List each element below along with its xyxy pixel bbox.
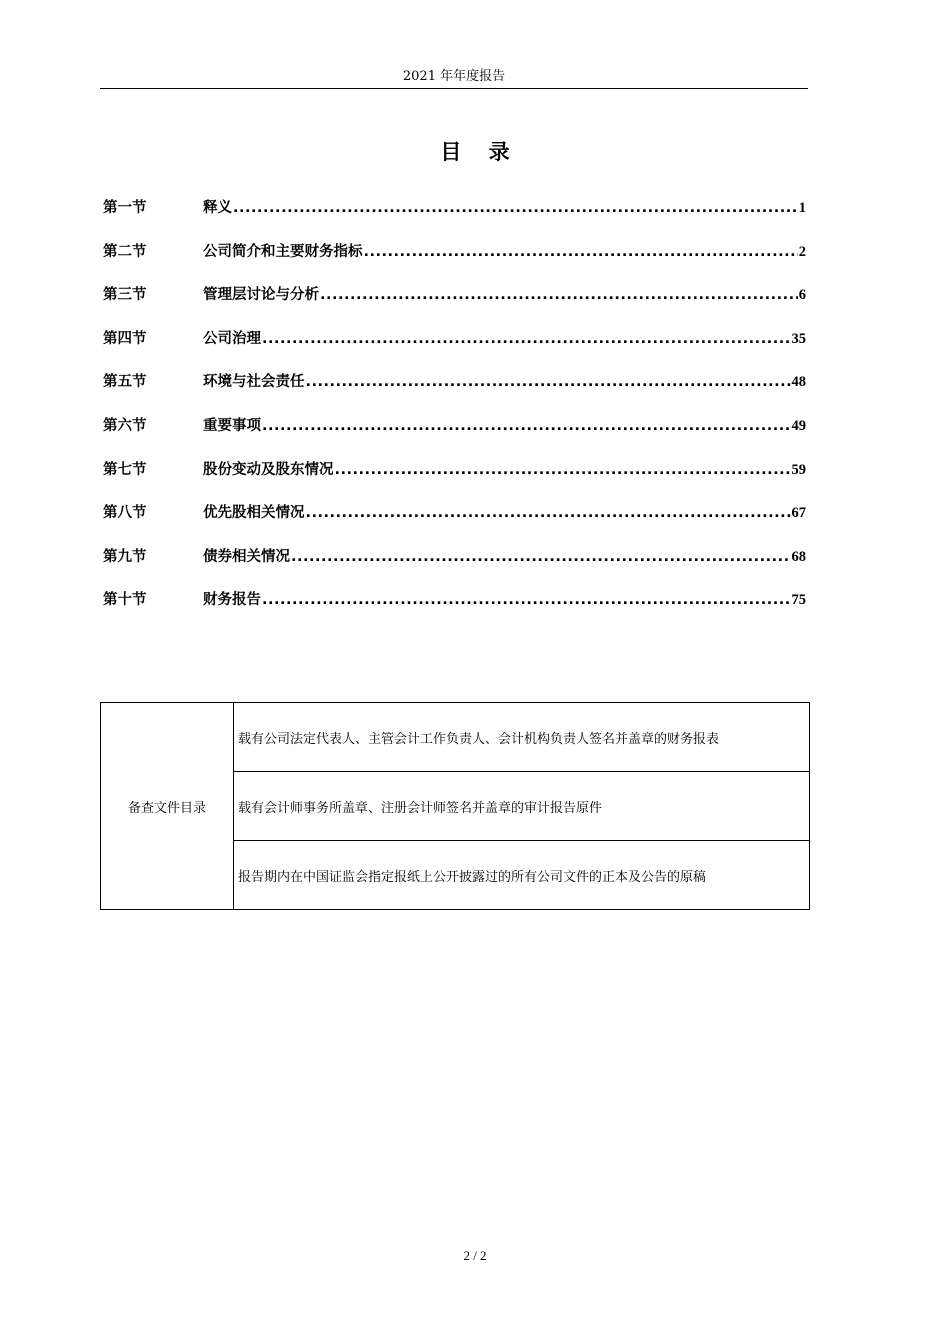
header-text: 2021 年年度报告 [402, 69, 506, 84]
reference-docs-label: 备查文件目录 [101, 703, 234, 910]
toc-section-title: 环境与社会责任 [203, 374, 305, 391]
toc-leader-dots [262, 331, 791, 347]
toc-page-number: 6 [798, 287, 806, 304]
toc-section-title: 财务报告 [203, 592, 261, 609]
toc-section-number: 第十节 [103, 592, 147, 609]
toc-section-title: 债券相关情况 [203, 548, 290, 565]
toc-row[interactable] [103, 501, 806, 545]
toc-leader-dots [291, 549, 791, 565]
toc-section-number: 第八节 [103, 505, 147, 522]
toc-row[interactable] [103, 327, 806, 371]
toc-leader-dots [364, 244, 798, 260]
toc-row[interactable] [103, 283, 806, 327]
toc-page-number: 48 [791, 374, 806, 391]
toc-leader-dots [262, 418, 791, 434]
page-number: 2 / 2 [463, 1248, 487, 1263]
toc-leader-dots [335, 462, 791, 478]
toc-leader-dots [306, 374, 791, 390]
toc-leader-dots [320, 287, 798, 303]
toc-row[interactable] [103, 458, 806, 502]
toc-section-title: 管理层讨论与分析 [203, 287, 319, 304]
reference-documents-table [100, 702, 810, 910]
reference-doc-item: 报告期内在中国证监会指定报纸上公开披露过的所有公司文件的正本及公告的原稿 [234, 841, 810, 910]
toc-page-number: 59 [791, 461, 806, 478]
toc-section-title: 优先股相关情况 [203, 505, 305, 522]
toc-section-number: 第一节 [103, 200, 147, 216]
toc-page-number: 67 [791, 505, 806, 522]
toc-row[interactable] [103, 196, 806, 240]
table-row [101, 703, 810, 772]
reference-doc-item: 载有公司法定代表人、主管会计工作负责人、会计机构负责人签名并盖章的财务报表 [234, 703, 810, 772]
toc-row[interactable] [103, 414, 806, 458]
toc-section-number: 第五节 [103, 374, 147, 391]
toc-leader-dots [233, 200, 798, 216]
toc-row[interactable] [103, 545, 806, 589]
toc-leader-dots [262, 592, 791, 608]
toc-row[interactable] [103, 588, 806, 632]
toc-page-number: 2 [798, 243, 806, 260]
toc-section-title: 股份变动及股东情况 [203, 461, 334, 478]
toc-page-number: 1 [798, 200, 806, 216]
toc-section-title: 公司简介和主要财务指标 [203, 243, 363, 260]
toc-title: 目 录 [440, 140, 520, 164]
reference-doc-item: 载有会计师事务所盖章、注册会计师签名并盖章的审计报告原件 [234, 772, 810, 841]
toc-page-number: 35 [791, 330, 806, 347]
toc-section-title: 释义 [203, 200, 232, 216]
toc-section-title: 公司治理 [203, 330, 261, 347]
toc-leader-dots [306, 505, 791, 521]
toc-page-number: 68 [791, 548, 806, 565]
toc-section-title: 重要事项 [203, 417, 261, 434]
toc-row[interactable] [103, 240, 806, 284]
toc-section-number: 第六节 [103, 417, 147, 434]
toc-page-number: 49 [791, 417, 806, 434]
toc-section-number: 第二节 [103, 243, 147, 260]
toc-row[interactable] [103, 370, 806, 414]
toc-section-number: 第四节 [103, 330, 147, 347]
toc-section-number: 第三节 [103, 287, 147, 304]
toc-section-number: 第七节 [103, 461, 147, 478]
toc-page-number: 75 [791, 592, 806, 609]
toc-section-number: 第九节 [103, 548, 147, 565]
running-header [100, 68, 808, 89]
table-of-contents [103, 196, 806, 632]
